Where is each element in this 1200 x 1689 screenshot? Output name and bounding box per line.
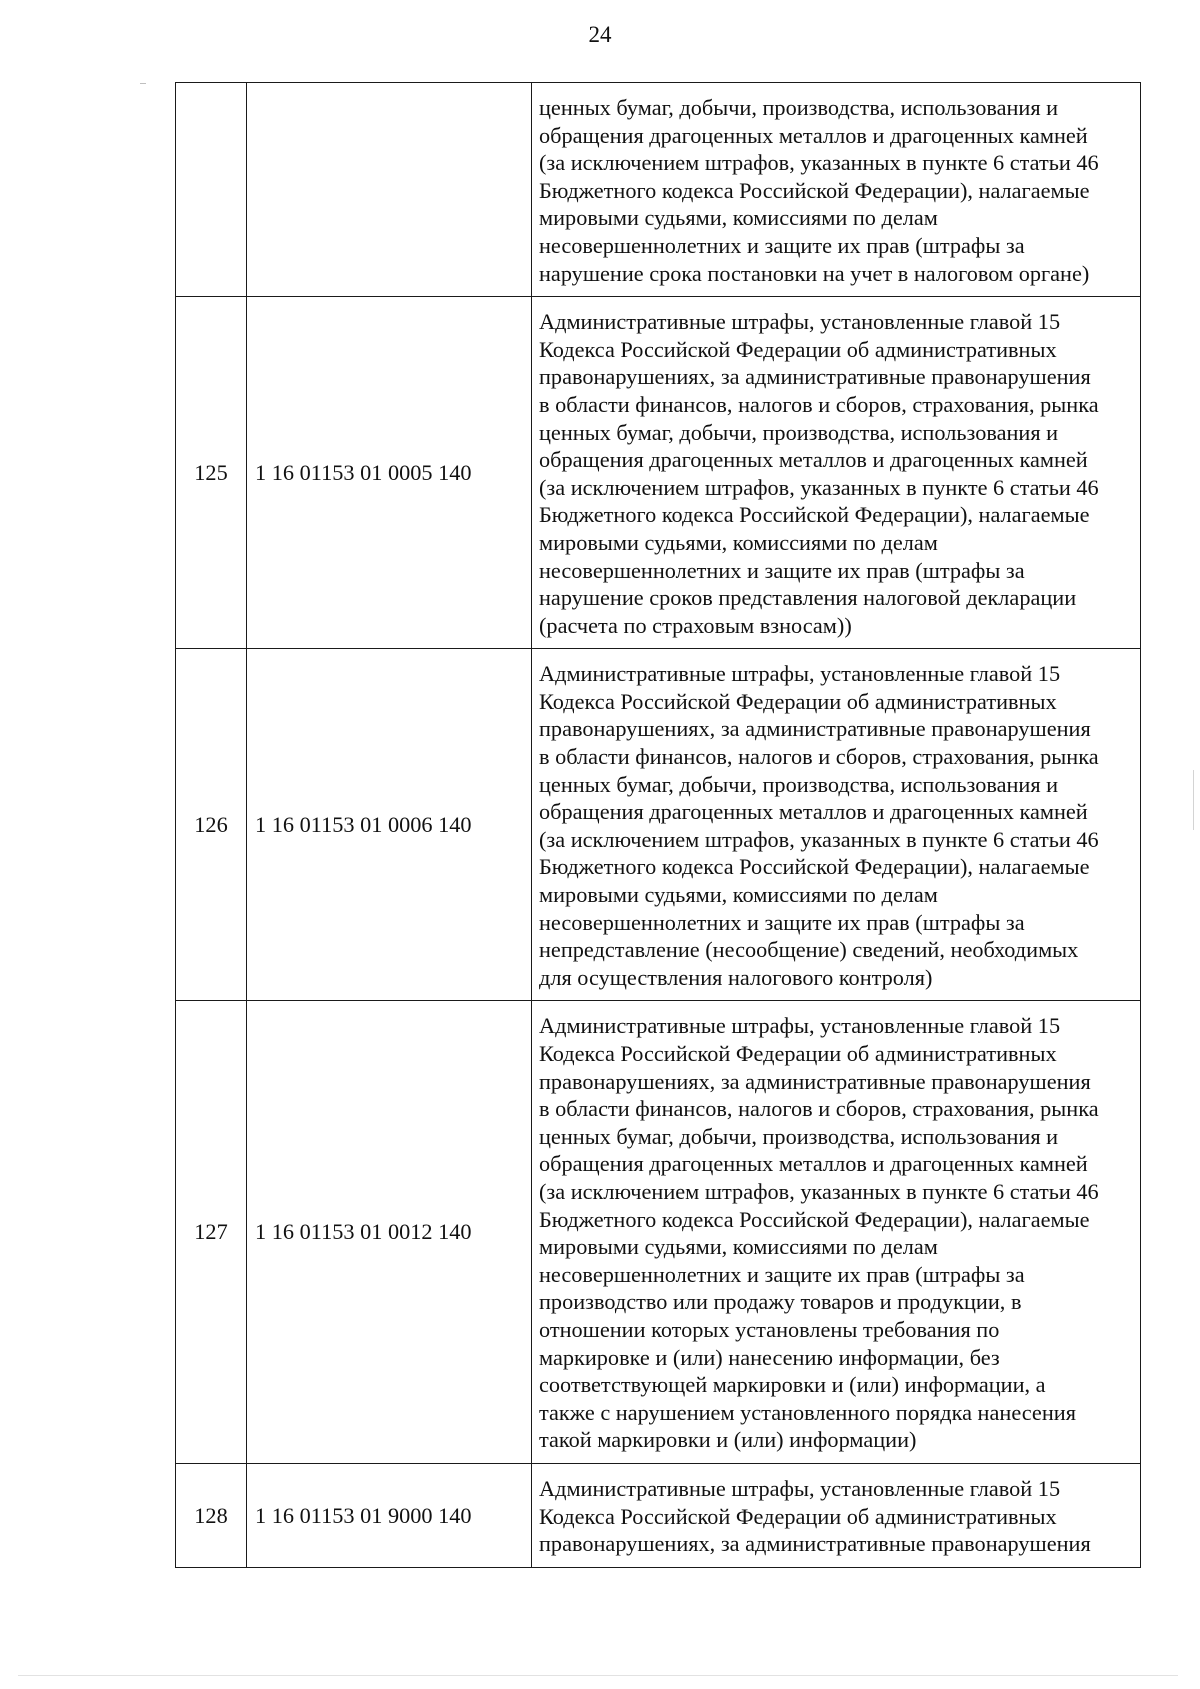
description-line: несовершеннолетних и защите их прав (штрафы за xyxy=(539,909,1025,935)
row-number-cell: 125 xyxy=(176,297,247,649)
description-line: обращения драгоценных металлов и драгоценных камней xyxy=(539,122,1088,148)
description-line: обращения драгоценных металлов и драгоценных камней xyxy=(539,799,1088,825)
description-line: правонарушениях, за административные правонарушения xyxy=(539,716,1091,742)
description-line: Административные штрафы, установленные главой 15 xyxy=(539,309,1061,335)
description-line: ценных бумаг, добычи, производства, использования и xyxy=(539,771,1059,797)
description-line: мировыми судьями, комиссиями по делам xyxy=(539,205,938,231)
description-cell xyxy=(532,649,1141,1001)
description-line: Бюджетного кодекса Российской Федерации), налагаемые xyxy=(539,502,1090,528)
table-row xyxy=(176,1001,1141,1464)
budget-code-cell: 1 16 01153 01 0005 140 xyxy=(247,297,532,649)
description-line: Бюджетного кодекса Российской Федерации), налагаемые xyxy=(539,177,1090,203)
description-line: (расчета по страховым взносам)) xyxy=(539,612,852,638)
budget-codes-table xyxy=(175,82,1141,1568)
description-line: (за исключением штрафов, указанных в пункте 6 статьи 46 xyxy=(539,474,1099,500)
description-line: мировыми судьями, комиссиями по делам xyxy=(539,882,938,908)
description-line: Административные штрафы, установленные главой 15 xyxy=(539,1013,1061,1039)
description-line: Кодекса Российской Федерации об административных xyxy=(539,1041,1057,1066)
description-line: Кодекса Российской Федерации об административных xyxy=(539,336,1057,362)
table-row xyxy=(176,297,1141,649)
description-line: нарушение срока постановки на учет в налоговом органе) xyxy=(539,260,1090,286)
description-line: нарушение сроков представления налоговой декларации xyxy=(539,585,1077,611)
description-line: ценных бумаг, добычи, производства, использования и xyxy=(539,95,1059,120)
description-line: (за исключением штрафов, указанных в пункте 6 статьи 46 xyxy=(539,826,1099,852)
description-line: Кодекса Российской Федерации об административных xyxy=(539,688,1057,714)
row-number-cell: 128 xyxy=(176,1463,247,1567)
scan-mark xyxy=(140,83,146,84)
description-line: непредставление (несообщение) сведений, необходимых xyxy=(539,937,1079,963)
description-line: соответствующей маркировки и (или) информации, а xyxy=(539,1372,1046,1398)
row-number-cell: 127 xyxy=(176,1001,247,1464)
description-cell xyxy=(532,1463,1141,1567)
description-line: правонарушениях, за административные правонарушения xyxy=(539,1531,1091,1557)
description-line: обращения драгоценных металлов и драгоценных камней xyxy=(539,1151,1088,1177)
description-line: ценных бумаг, добычи, производства, использования и xyxy=(539,1123,1059,1149)
row-number-cell: 126 xyxy=(176,649,247,1001)
description-line: (за исключением штрафов, указанных в пункте 6 статьи 46 xyxy=(539,150,1099,176)
description-line: правонарушениях, за административные правонарушения xyxy=(539,1068,1091,1094)
description-line: такой маркировки и (или) информации) xyxy=(539,1427,917,1453)
table-row xyxy=(176,1463,1141,1567)
description-line: в области финансов, налогов и сборов, страхования, рынка xyxy=(539,744,1099,770)
description-line: отношении которых установлены требования по xyxy=(539,1316,1000,1342)
description-line: Бюджетного кодекса Российской Федерации), налагаемые xyxy=(539,1206,1090,1232)
row-number-cell xyxy=(176,83,247,297)
scan-mark xyxy=(18,1675,1178,1676)
description-cell xyxy=(532,297,1141,649)
description-line: Административные штрафы, установленные главой 15 xyxy=(539,1475,1061,1501)
description-line: для осуществления налогового контроля) xyxy=(539,964,933,990)
description-cell xyxy=(532,83,1141,297)
page-number: 24 xyxy=(588,22,612,47)
budget-code-cell xyxy=(247,83,532,297)
description-line: мировыми судьями, комиссиями по делам xyxy=(539,529,938,555)
description-line: Бюджетного кодекса Российской Федерации), налагаемые xyxy=(539,854,1090,880)
description-line: Административные штрафы, установленные главой 15 xyxy=(539,661,1061,687)
description-line: правонарушениях, за административные правонарушения xyxy=(539,364,1091,390)
description-cell xyxy=(532,1001,1141,1464)
description-line: Кодекса Российской Федерации об административных xyxy=(539,1503,1057,1529)
description-line: несовершеннолетних и защите их прав (штрафы за xyxy=(539,232,1025,258)
description-line: также с нарушением установленного порядка нанесения xyxy=(539,1399,1076,1425)
description-line: производство или продажу товаров и продукции, в xyxy=(539,1289,1022,1315)
description-line: в области финансов, налогов и сборов, страхования, рынка xyxy=(539,391,1099,417)
table-row xyxy=(176,649,1141,1001)
description-line: в области финансов, налогов и сборов, страхования, рынка xyxy=(539,1096,1099,1122)
scan-mark xyxy=(1193,770,1194,830)
description-line: маркировке и (или) нанесению информации, без xyxy=(539,1344,1000,1370)
description-line: обращения драгоценных металлов и драгоценных камней xyxy=(539,447,1088,473)
table-row xyxy=(176,83,1141,297)
description-line: мировыми судьями, комиссиями по делам xyxy=(539,1234,938,1260)
budget-code-cell: 1 16 01153 01 0006 140 xyxy=(247,649,532,1001)
description-line: несовершеннолетних и защите их прав (штрафы за xyxy=(539,557,1025,583)
description-line: (за исключением штрафов, указанных в пункте 6 статьи 46 xyxy=(539,1178,1099,1204)
budget-code-cell: 1 16 01153 01 9000 140 xyxy=(247,1463,532,1567)
budget-code-cell: 1 16 01153 01 0012 140 xyxy=(247,1001,532,1464)
description-line: несовершеннолетних и защите их прав (штрафы за xyxy=(539,1261,1025,1287)
description-line: ценных бумаг, добычи, производства, использования и xyxy=(539,419,1059,445)
